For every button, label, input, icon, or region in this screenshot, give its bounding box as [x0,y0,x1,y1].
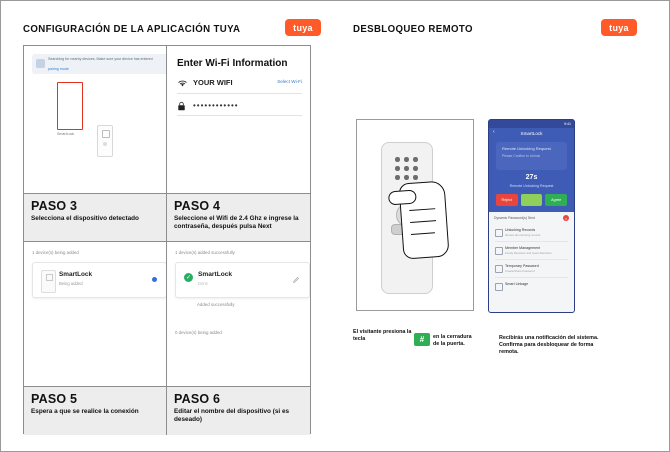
step-3-title: PASO 3 [31,199,78,213]
hand-illustration [398,180,449,259]
phone-mockup [488,119,575,313]
progress-indicator-icon [152,277,157,282]
tuya-logo-left: tuya [285,19,321,36]
device-status: Being added [59,281,83,286]
step-6-title: PASO 6 [174,392,221,406]
step-6-cell [167,387,310,435]
request-card-title: Remote Unlocking Request [502,146,551,151]
step-5-desc: Espera a que se realice la conexión [31,408,139,415]
status-time: 9:41 [564,122,571,126]
step-5-cell [24,387,167,435]
password-icon [495,265,503,273]
steps-grid [23,45,311,434]
check-icon: ✓ [185,275,192,281]
screenshot-step5 [24,242,167,387]
pairing-mode-link[interactable]: pairing mode [48,67,69,71]
caption-left-2: en la cerradura de la puerta. [433,334,472,347]
device-status: Done [198,281,209,286]
wifi-ssid-row[interactable] [177,78,302,94]
wifi-icon [177,79,188,88]
linkage-icon [495,283,503,291]
list-item-sub: Review all unlocking records [505,232,541,237]
tuya-logo-right: tuya [601,19,637,36]
step-4-title: PASO 4 [174,199,221,213]
lock-photo [356,119,474,311]
list-item-title: Member Management [505,246,541,250]
wifi-password-row[interactable] [177,100,302,116]
wifi-form-title: Enter Wi-Fi Information [177,58,288,69]
step-4-desc: Seleccione el Wifi de 2.4 Ghz e ingrese la contraseña, después pulsa Next [174,215,299,230]
device-caption: SmartLock [57,132,75,136]
caption-left: El visitante presiona la tecla [353,329,412,342]
step-3-desc: Selecciona el dispositivo detectado [31,215,139,222]
device-name: SmartLock [59,271,93,278]
pencil-icon[interactable] [293,276,300,283]
reject-button[interactable]: Reject [496,194,518,206]
step-5-title: PASO 5 [31,392,78,406]
added-note: Added successfully [197,302,235,307]
device-card-added[interactable] [175,262,310,298]
wifi-password-value: •••••••••••• [193,101,239,110]
alert-text: Dynamic Password(s) Sent [494,216,535,220]
adding-header-2: 0 device(s) being added [175,330,222,335]
request-card-sub: Please Confirm to Unlock [502,154,541,158]
device-card-adding[interactable] [32,262,167,298]
lock-icon [177,101,186,111]
info-icon [36,59,45,68]
step-6-desc: Editar el nombre del dispositivo (si es deseado) [174,408,290,423]
hash-key-icon: # [414,333,430,346]
members-icon [495,247,503,255]
close-icon[interactable]: × [564,215,568,221]
adding-header: 1 device(s) being added [32,250,79,255]
index-finger [388,189,417,205]
list-item-title: Smart Linkage [505,282,529,286]
list-item-title: Unlocking Records [505,228,536,232]
searching-banner [32,54,167,74]
added-header: 1 device(s) added successfully [175,250,235,255]
agree-button[interactable]: Agree [545,194,567,206]
screenshot-step6 [167,242,310,387]
wifi-ssid-value: YOUR WIFI [193,78,233,87]
caption-right: Recibirás una notificación del sistema. Confirma para desbloquear de forma remota. [499,335,599,355]
app-title: SmartLock [520,130,543,136]
list-item-title: Temporary Password [505,264,539,268]
phone-lower-panel [489,212,574,312]
list-item-sub: Family Members and Guest Members [505,250,552,255]
device-thumbnail-icon [97,125,113,157]
searching-text: Searching for nearby devices. Make sure your device has entered [48,57,153,61]
request-actions [496,194,567,206]
countdown-timer: 27s [525,174,538,181]
step-3-cell [24,194,167,242]
back-arrow-icon[interactable]: ‹ [493,129,495,135]
phone-status-bar [489,120,574,128]
device-name: SmartLock [198,271,233,278]
device-thumbnail-icon [41,270,56,293]
unlock-slider[interactable] [521,194,543,206]
screenshot-step4 [167,46,310,194]
request-card [496,142,567,170]
screenshot-step3 [24,46,167,194]
select-wifi-link[interactable]: Select Wi-Fi [277,79,302,84]
list-item-sub: Create/Share Password [505,268,535,273]
detected-device-highlight[interactable] [57,82,83,130]
step-4-cell [167,194,310,242]
request-subtitle: Remote Unlocking Request [509,184,554,188]
records-icon [495,229,503,237]
left-section-title: CONFIGURACIÓN DE LA APLICACIÓN TUYA [23,23,241,35]
right-section-title: DESBLOQUEO REMOTO [353,23,473,35]
